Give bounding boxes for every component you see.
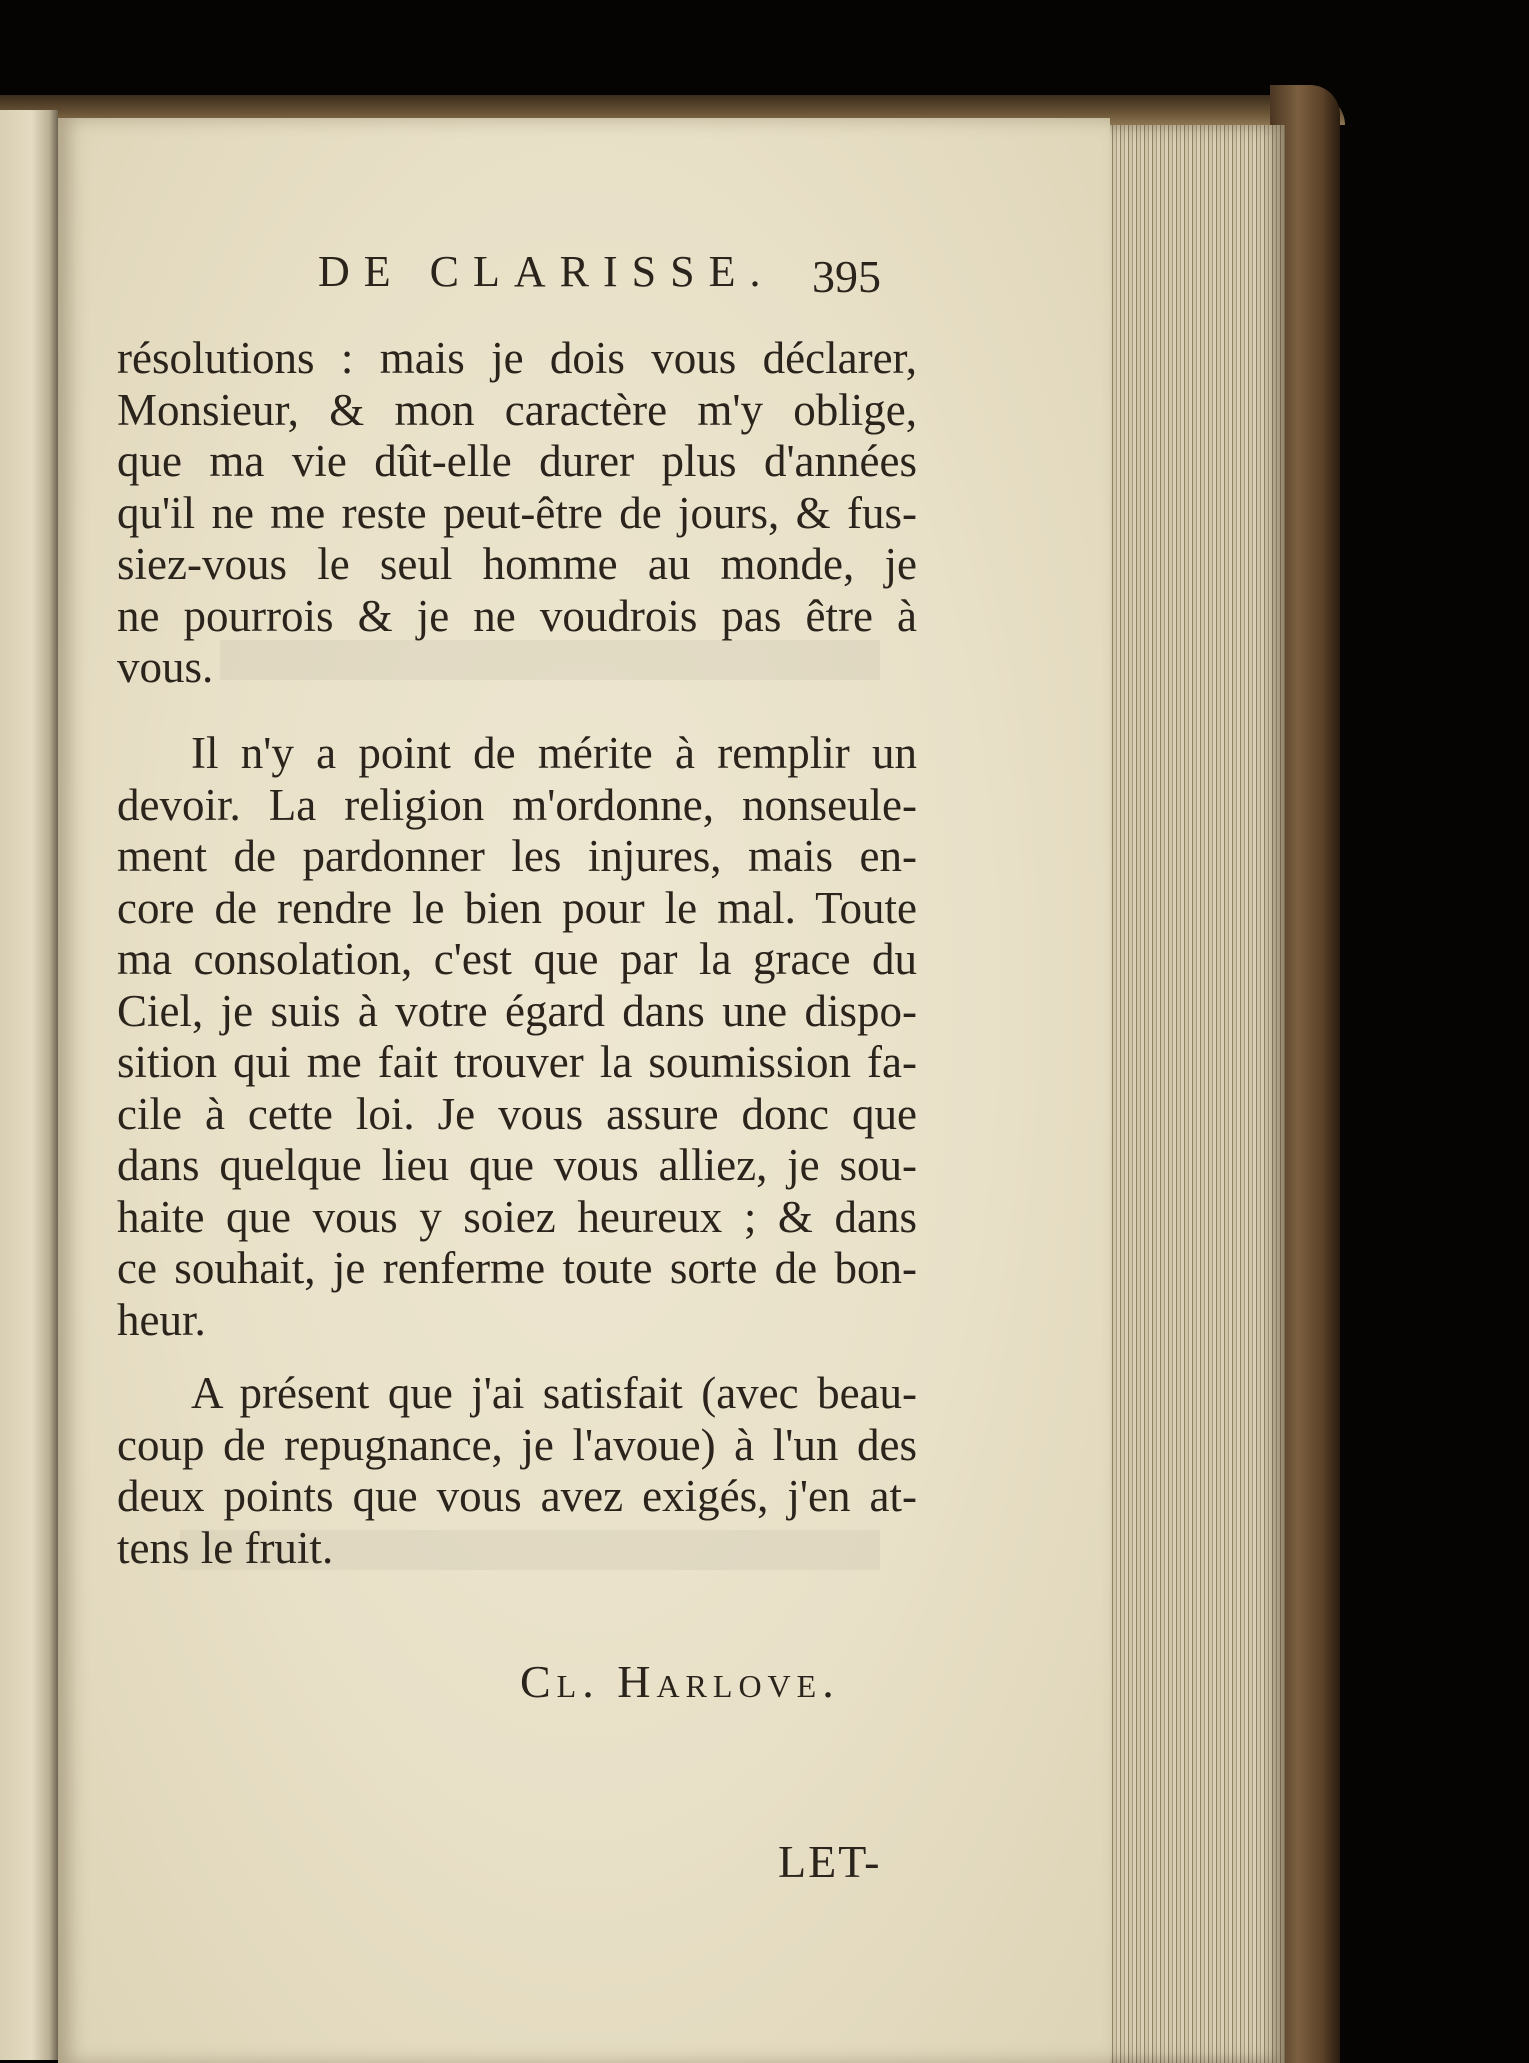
text-line: coup de repugnance, je l'avoue) à l'un des <box>117 1419 917 1470</box>
signature: Cl. Harlove. <box>520 1656 840 1707</box>
text-line: core de rendre le bien pour le mal. Toute <box>117 882 917 933</box>
running-title: DE CLARISSE. <box>318 247 775 296</box>
paragraph-3 <box>117 1368 917 1574</box>
text-line: résolutions : mais je dois vous déclarer, <box>117 333 917 383</box>
previous-page-edge <box>0 110 58 2060</box>
text-line: vous. <box>117 642 214 692</box>
text-line: haite que vous y soiez heureux ; & dans <box>117 1191 917 1242</box>
text-line: ce souhait, je renferme toute sorte de bon- <box>117 1243 917 1293</box>
page-number: 395 <box>812 251 881 302</box>
text-line: Monsieur, & mon caractère m'y oblige, <box>117 384 917 435</box>
paragraph-2 <box>117 728 917 1346</box>
text-line: tens le fruit. <box>117 1522 334 1573</box>
text-line: ma consolation, c'est que par la grace du <box>117 934 917 984</box>
text-line: deux points que vous avez exigés, j'en at- <box>117 1471 917 1521</box>
text-line: devoir. La religion m'ordonne, nonseule- <box>117 779 917 830</box>
text-line: A présent que j'ai satisfait (avec beau- <box>191 1368 917 1418</box>
text-line: siez-vous le seul homme au monde, je <box>117 539 917 589</box>
paragraph-1 <box>117 333 917 694</box>
page-block-edges <box>1105 125 1285 2063</box>
text-line: sition qui me fait trouver la soumission fa- <box>117 1037 917 1087</box>
text-line: qu'il ne me reste peut-être de jours, & fus- <box>117 487 917 538</box>
text-line: cile à cette loi. Je vous assure donc que <box>117 1088 917 1139</box>
text-line: dans quelque lieu que vous alliez, je sou- <box>117 1140 917 1190</box>
text-line: ment de pardonner les injures, mais en- <box>117 831 917 881</box>
catchword: LET- <box>778 1836 882 1887</box>
text-line: heur. <box>117 1294 206 1345</box>
text-line: que ma vie dût-elle durer plus d'années <box>117 436 917 486</box>
text-line: Il n'y a point de mérite à remplir un <box>191 728 917 778</box>
text-line: Ciel, je suis à votre égard dans une dispo- <box>117 985 917 1036</box>
text-line: ne pourrois & je ne voudrois pas être à <box>117 590 917 641</box>
